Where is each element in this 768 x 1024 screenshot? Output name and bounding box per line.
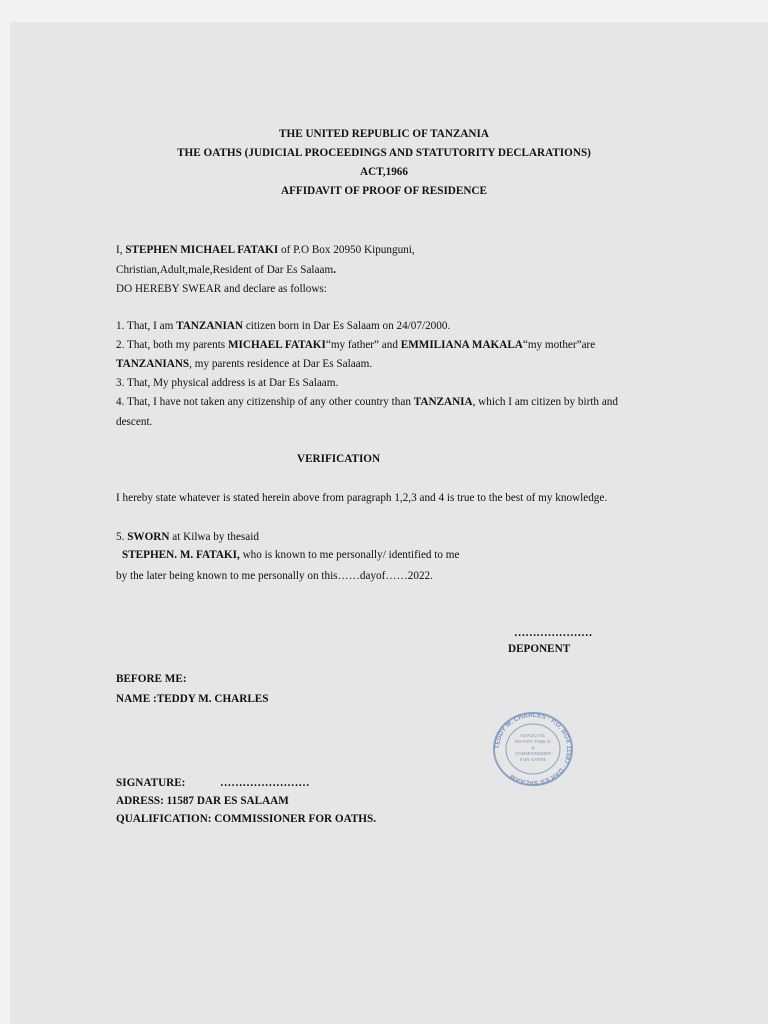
header-affidavit-title: AFFIDAVIT OF PROOF OF RESIDENCE xyxy=(281,185,487,197)
verification-title: VERIFICATION xyxy=(297,453,381,465)
seal-inner-1: ADVOCATE, xyxy=(519,733,547,738)
paragraph-3: 3. That, My physical address is at Dar Es Salaam. xyxy=(116,377,339,389)
intro-line-2: Christian,Adult,male,Resident of Dar Es Salaam. xyxy=(116,264,336,276)
signature-label: SIGNATURE: xyxy=(116,777,186,789)
seal-inner-5: FOR OATHS xyxy=(519,757,547,762)
paragraph-2-cont: TANZANIANS, my parents residence at Dar Es Salaam. xyxy=(116,358,373,370)
commissioner-address: ADRESS: 11587 DAR ES SALAAM xyxy=(116,795,289,807)
seal-ring-text: TEDDY M. CHARLES · P.O. BOX 11587 · DAR ES SALAAM xyxy=(493,712,573,786)
sworn-line-2: STEPHEN. M. FATAKI, who is known to me personally/ identified to me xyxy=(122,549,460,561)
paragraph-4: 4. That, I have not taken any citizenship of any other country than TANZANIA, which I am citizen by birth and xyxy=(116,396,618,408)
signature-dots: …………………… xyxy=(220,777,310,789)
intro-line-3: DO HEREBY SWEAR and declare as follows: xyxy=(116,283,327,295)
commissioner-name: NAME :TEDDY M. CHARLES xyxy=(116,693,269,705)
intro-line-1: I, STEPHEN MICHAEL FATAKI of P.O Box 20950 Kipunguni, xyxy=(116,244,415,256)
sworn-line-1: 5. SWORN at Kilwa by thesaid xyxy=(116,531,259,543)
paragraph-4-cont: descent. xyxy=(116,416,153,428)
paragraph-1: 1. That, I am TANZANIAN citizen born in Dar Es Salaam on 24/07/2000. xyxy=(116,320,451,332)
seal-inner-2: NOTARY PUBLIC xyxy=(514,739,552,744)
official-seal-stamp xyxy=(492,712,574,786)
header-country: THE UNITED REPUBLIC OF TANZANIA xyxy=(279,128,489,140)
commissioner-qualification: QUALIFICATION: COMMISSIONER FOR OATHS. xyxy=(116,813,377,825)
seal-inner-4: COMMISSIONER xyxy=(514,751,552,756)
paragraph-2: 2. That, both my parents MICHAEL FATAKI“my father” and EMMILIANA MAKALA“my mother”are xyxy=(116,339,596,351)
deponent-signature-dots: ………………… xyxy=(514,627,593,639)
header-act-title: THE OATHS (JUDICIAL PROCEEDINGS AND STATUTORITY DECLARATIONS) xyxy=(177,147,591,159)
sworn-line-3: by the later being known to me personally on this……dayof……2022. xyxy=(116,570,433,582)
deponent-label: DEPONENT xyxy=(508,643,571,655)
verification-text: I hereby state whatever is stated herein above from paragraph 1,2,3 and 4 is true to the best of my knowledge. xyxy=(116,492,608,504)
header-act-year: ACT,1966 xyxy=(360,166,408,178)
before-me-label: BEFORE ME: xyxy=(116,673,187,685)
seal-inner-3: & xyxy=(531,745,535,750)
